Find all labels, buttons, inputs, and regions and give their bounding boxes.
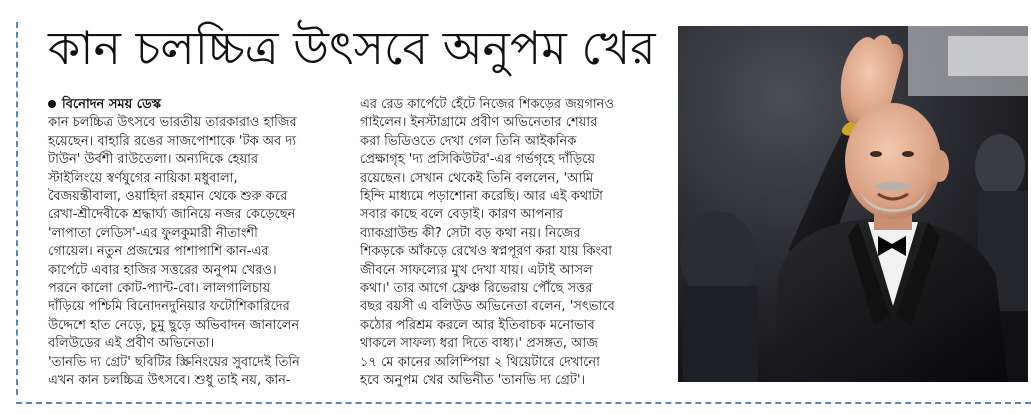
text-line: কার্পেটে এবার হাজির সত্তরের অনুপম খেরও। <box>48 262 277 278</box>
text-line: গাইলেন। ইনস্টাগ্রামে প্রবীণ অভিনেতার শেয়ার <box>360 115 598 131</box>
bullet-icon <box>48 100 56 108</box>
text-line: বলিউডের এই প্রবীণ অভিনেতা। <box>48 336 215 352</box>
article-column-2 <box>360 96 666 391</box>
text-line: এর রেড কার্পেটে হেঁটে নিজের শিকড়ের জয়গানও <box>360 97 615 112</box>
text-line: পরনে কালো কোট-প্যান্ট-বো। লালগালিচায় <box>48 281 271 297</box>
text-line: বছর বয়সী এ বলিউড অভিনেতা বলেন, 'সৎভাবে <box>360 299 615 315</box>
text-line: শিকড়কে আঁকড়ে রেখেও স্বপ্নপূরণ করা যায় কিংবা <box>360 244 613 260</box>
text-line: টাউন' উর্বশী রাউতেলা। অন্যদিকে হেয়ার <box>48 152 259 168</box>
ear <box>931 150 949 182</box>
text-line: হয়েছেন। বাহারি রঙের সাজপোশাকে 'টক অব দ্য <box>48 133 296 149</box>
text-line: কথা।' তার আগে ফ্রেঞ্চ রিভেরায় পৌঁছে সত্তর <box>360 281 593 297</box>
text-line: স্টাইলিংয়ে স্বর্ণযুগের নায়িকা মধুবালা, <box>48 170 238 186</box>
text-line: রেখা-শ্রীদেবীকে শ্রদ্ধার্ঘ্য জানিয়ে নজর কেড়েছেন <box>48 207 296 223</box>
text-line: বৈজয়ন্তীবালা, ওয়াহিদা রহমান থেকে শুরু করে <box>48 189 288 205</box>
text-line: ১৭ মে কানের অলিম্পিয়া ২ থিয়েটারে দেখানো <box>360 354 600 370</box>
text-line: কঠোর পরিশ্রম করলে আর ইতিবাচক মনোভাব <box>360 317 595 333</box>
byline <box>48 96 348 114</box>
text-line: করা ভিডিওতে দেখা গেল তিনি আইকনিক <box>360 133 577 149</box>
text-line: জীবনে সাফল্যের মুখ দেখা যায়। এটাই আসল <box>360 262 593 278</box>
text-line: 'তানভি দ্য গ্রেট' ছবিটির স্ক্রিনিংয়ের সুবাদেই তিনি <box>48 354 300 370</box>
text-line: হিন্দি মাধ্যমে পড়াশোনা করেছি। আর এই কথাটা <box>360 189 603 205</box>
background-person <box>975 134 1025 198</box>
left-dashed-rule <box>16 22 18 395</box>
background-person <box>683 286 758 382</box>
byline-text: বিনোদন সময় ডেস্ক <box>62 97 162 112</box>
text-line: দাঁড়িয়ে পশ্চিমি বিনোদনদুনিয়ার ফটোশিকারিদের <box>48 299 290 315</box>
bottom-dashed-rule <box>16 402 1031 404</box>
text-line: উদ্দেশে হাত নেড়ে, চুমু ছুড়ে অভিবাদন জানালেন <box>48 317 300 333</box>
text-line: 'লাপাতা লেডিস'-এর ফুলকুমারী নীতাংশী <box>48 225 258 241</box>
text-line: প্রেক্ষাগৃহ 'দ্য প্রসিকিউটর'-এর গর্ভগৃহে দাঁড়িয়ে <box>360 152 596 168</box>
text-line: থাকলে সাফল্য ধরা দিতে বাধ্য।' প্রসঙ্গত, আজ <box>360 336 598 352</box>
text-line: এখন কান চলচ্চিত্র উৎসবে। শুধু তাই নয়, কান- <box>48 373 291 389</box>
text-line: হবে অনুপম খের অভিনীত 'তানভি দ্য গ্রেট'। <box>360 373 586 389</box>
eye <box>902 151 914 157</box>
text-line: সবার কাছে বলে বেড়াই। কারণ আপনার <box>360 207 564 223</box>
article-photo <box>678 26 1028 382</box>
text-line: কান চলচ্চিত্র উৎসবে ভারতীয় তারকারাও হাজির <box>48 115 297 131</box>
stage-light <box>948 36 1028 76</box>
photo-illustration <box>678 26 1028 382</box>
text-line: গোয়েল। নতুন প্রজন্মের পাশাপাশি কান-এর <box>48 244 269 260</box>
text-line: রয়েছেন। সেখান থেকেই তিনি বললেন, 'আমি <box>360 170 594 186</box>
article-column-1 <box>48 96 348 391</box>
eye <box>870 151 882 157</box>
text-line: ব্যাকগ্রাউন্ড কী? সেটা বড় কথা নয়। নিজের <box>360 225 581 241</box>
head <box>845 103 941 219</box>
headline: কান চলচ্চিত্র উৎসবে অনুপম খের <box>48 21 656 75</box>
